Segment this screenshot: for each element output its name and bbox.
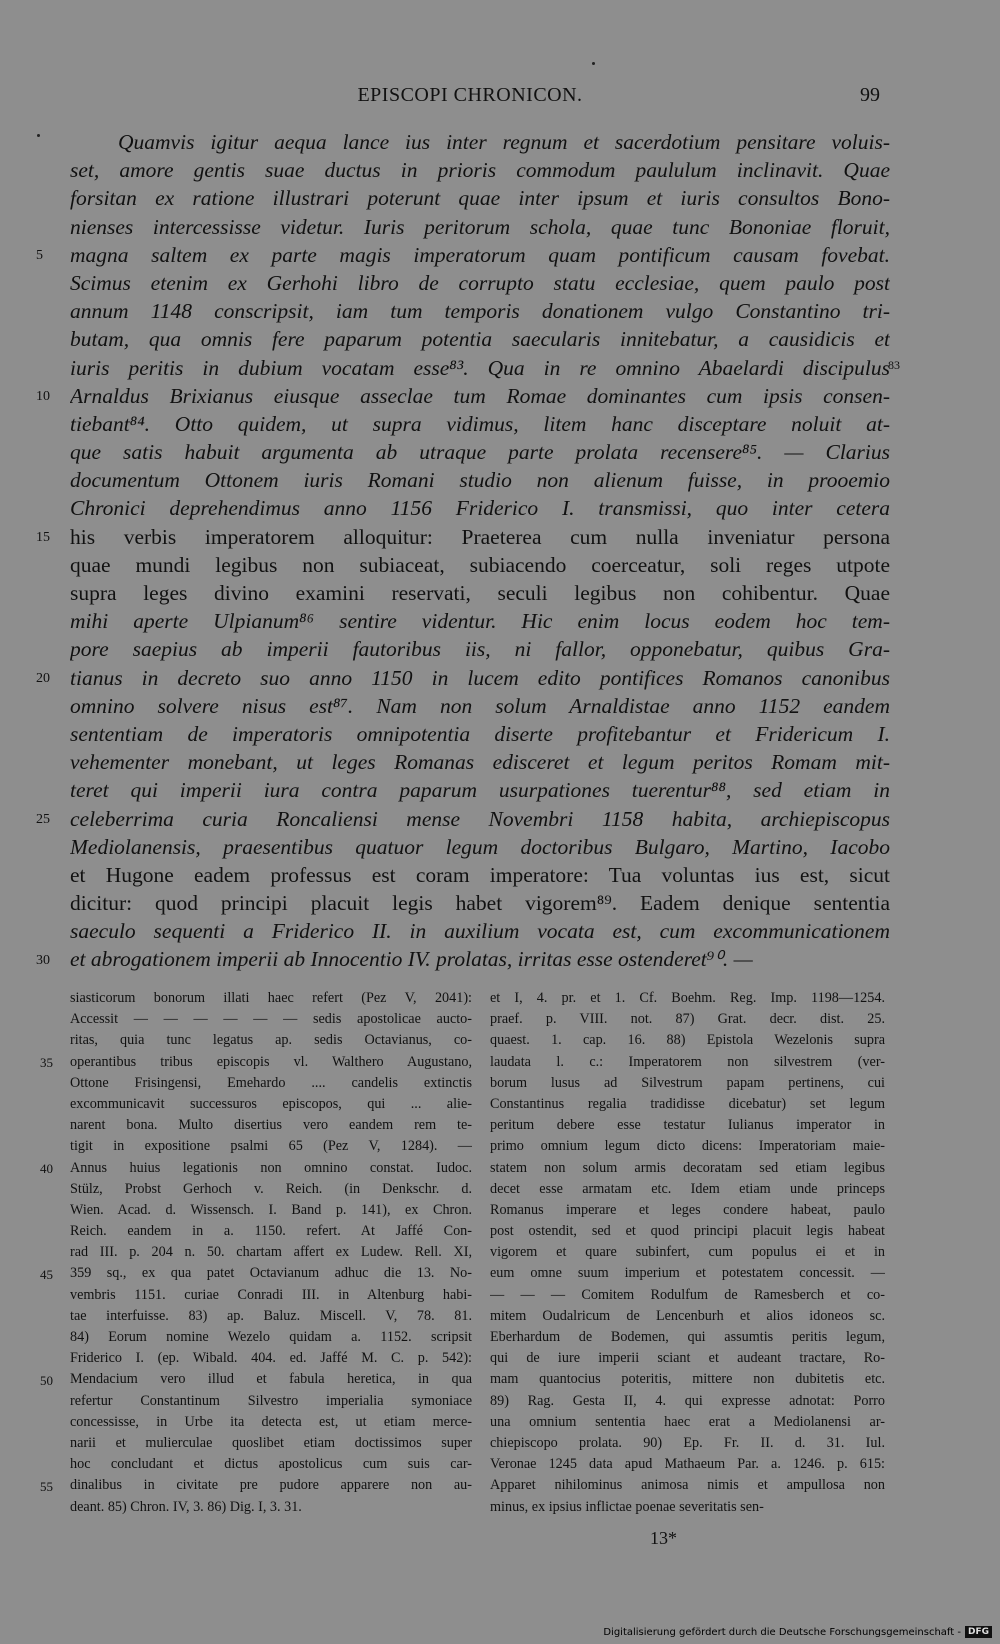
footnote-line: 89) Rag. Gesta II, 4. qui expresse adnotat: Porro [490,1392,885,1409]
footnote-line-number: 45 [40,1266,53,1282]
footnote-line: Wien. Acad. d. Wissensch. I. Band p. 141), ex Chron. [70,1201,472,1218]
footnote-line: qui de iure imperii sciant et audeant tractare, Ro- [490,1350,885,1367]
footnote-line: peritum debere esse testatur Iulianus imperator in [490,1117,885,1134]
text-line: Mediolanensis, praesentibus quatuor legum doctoribus Bulgaro, Martino, Iacobo [70,834,890,859]
text-line: saeculo sequenti a Friderico II. in auxilium vocata est, cum excommunicationem [70,919,890,944]
footnote-line: Eberhardum de Bodemen, qui assumtis peritis legum, [490,1329,885,1345]
footnote-line: hoc concludant et dictus apostolicus cum suis car- [70,1456,472,1473]
running-head: EPISCOPI CHRONICON. [357,84,583,106]
footnote-line: Mendacium vero illud et fabula heretica, in qua [70,1371,472,1388]
line-number: 30 [36,952,50,968]
footnote-line: statem non solum armis decoratam sed etiam legibus [490,1159,885,1176]
text-line: Chronici deprehendimus anno 1156 Friderico I. transmissi, quo inter cetera [70,496,890,521]
margin-note-number: 83 [888,358,900,372]
speck-mark [592,62,595,65]
footnote-line: mitem Oudalricum de Lencenburh et alios idoneos sc. [490,1307,885,1324]
footnote-line: tae interfuisse. 83) ap. Baluz. Miscell. V, 78. 81. [70,1307,472,1324]
text-line: set, amore gentis suae ductus in prioris commodum paululum inclinavit. Quae [70,158,890,183]
footnote-line: 84) Eorum nomine Wezelo quidam a. 1152. scripsit [70,1329,472,1345]
text-line: magna saltem ex parte magis imperatorum quam pontificum causam fovebat. [70,242,890,267]
text-line: omnino solvere nisus est⁸⁷. Nam non solum Arnaldistae anno 1152 eandem [70,693,890,718]
footnote-line: concessisse, in Urbe ita detecta est, ut etiam merce- [70,1413,472,1430]
line-number: 20 [36,670,50,686]
footnote-line-number: 55 [40,1478,53,1494]
footnote-line: laudata l. c.: Imperatorem non silvestrem (ver- [490,1053,885,1070]
text-line: nienses intercessisse videtur. Iuris peritorum schola, quae tunc Bononiae floruit, [70,214,890,239]
text-line: mihi aperte Ulpianum⁸⁶ sentire videntur. Hic enim locus eodem hoc tem- [70,609,890,634]
text-line: et abrogationem imperii ab Innocentio IV. prolatas, irritas esse ostenderet⁹⁰. — [70,947,753,972]
text-line: tianus in decreto suo anno 1150 in lucem edito pontifices Romanos canonibus [70,665,890,690]
credit-text: Digitalisierung gefördert durch die Deutsche Forschungsgemeinschaft - [603,1626,961,1638]
line-number: 5 [36,247,43,263]
footnote-line: quaest. 1. cap. 16. 88) Epistola Wezelonis supra [490,1032,885,1049]
footnote-line: eum omne suum imperium et potestatem concessit. — [490,1265,885,1282]
footnote-line: decet esse armatam etc. Idem etiam unde princeps [490,1180,885,1197]
line-number: 15 [36,529,50,545]
footnote-line-number: 40 [40,1160,53,1176]
footnote-line: et I, 4. pr. et 1. Cf. Boehm. Reg. Imp. 1198—1254. [490,990,885,1006]
footnote-line: Reich. eandem in a. 1150. refert. At Jaffé Con- [70,1223,472,1240]
footnote-line: primo omnium legum dicto dicens: Imperatoriam maie- [490,1138,885,1155]
line-number: 10 [36,388,50,404]
text-line: forsitan ex ratione illustrari poterunt quae inter ipsum et iuris consultos Bono- [70,186,890,211]
footnote-line: narent bona. Multo disertius vero eandem rem te- [70,1117,472,1134]
main-text-block [70,128,890,974]
text-line: butam, qua omnis fere paparum potentia saecularis innitebatur, a causidicis et [70,327,890,352]
text-line: his verbis imperatorem alloquitur: Praeterea cum nulla inveniatur persona [70,524,890,549]
footnote-line: minus, ex ipsius inflictae poenae severitatis sen- [490,1498,764,1515]
footnote-line: post ostendit, sed et quod principi placuit legis habeat [490,1223,885,1240]
footnote-line: praef. p. VIII. not. 87) Grat. decr. dist. 25. [490,1011,885,1028]
footnote-line: chiepiscopo prolata. 90) Ep. Fr. II. d. 31. Iul. [490,1434,885,1451]
footnote-line: excommunicavit successuros episcopos, qui ... alie- [70,1095,472,1112]
text-line: iuris peritis in dubium vocatam esse⁸³. Qua in re omnino Abaelardi discipulus [70,355,890,380]
footnote-line: Accessit — — — — — — sedis apostolicae aucto- [70,1011,472,1028]
text-line: Scimus etenim ex Gerhohi libro de corrupto statu ecclesiae, quem paulo post [70,270,890,295]
footnote-line: ritas, quia tunc legatus ap. sedis Octavianus, co- [70,1032,472,1049]
text-line: pore saepius ab imperii fautoribus iis, ni fallor, opponebatur, quibus Gra- [70,637,890,662]
text-line: supra leges divino examini reservati, seculi legibus non cohibentur. Quae [70,581,890,605]
text-line: documentum Ottonem iuris Romani studio non alienum fuisse, in prooemio [70,468,890,493]
text-line: sententiam de imperatoris omnipotentia diserte profitebantur et Fridericum I. [70,721,890,746]
footnote-line: 359 sq., ex qua patet Octavianum adhuc die 13. No- [70,1265,472,1282]
footnote-line: dinalibus in civitate pre pudore apparere non au- [70,1477,472,1494]
speck-mark [37,134,40,137]
footnote-line: Constantinus regalia tradidisse dicebatur) set legum [490,1095,885,1112]
text-line: tiebant⁸⁴. Otto quidem, ut supra vidimus, litem hanc disceptare noluit at- [70,411,890,436]
footnote-line: vigorem et quare subinfert, cum populus ei et in [490,1244,885,1261]
text-line: Quamvis igitur aequa lance ius inter regnum et sacerdotium pensitare voluis- [118,130,890,154]
text-line: celeberrima curia Roncaliensi mense Novembri 1158 habita, archiepiscopus [70,806,890,831]
footnote-line: tigit in expositione psalmi 65 (Pez V, 1284). — [70,1138,472,1155]
footnote-line: Veronae 1245 data apud Mathaeum Par. a. 1246. p. 615: [490,1456,885,1473]
footnote-line: siasticorum bonorum illati haec refert (Pez V, 2041): [70,990,472,1006]
dfg-logo: DFG [965,1626,992,1638]
footnote-line: refertur Constantinum Silvestro imperialia symoniace [70,1392,472,1409]
page-number: 99 [860,84,880,106]
footnote-line-number: 35 [40,1054,53,1070]
footnote-line: narii et mulierculae quoslibet etiam doctissimos super [70,1434,472,1451]
text-line: teret qui imperii iura contra paparum usurpationes tuerentur⁸⁸, sed etiam in [70,778,890,803]
line-number: 25 [36,811,50,827]
text-line: vehementer monebant, ut leges Romanas edisceret et legum peritos Romam mit- [70,750,890,775]
footnote-line: borum lusus ad Silvestrum papam pertinens, cui [490,1074,885,1091]
footnote-line: Stülz, Probst Gerhoch v. Reich. (in Denkschr. d. [70,1180,472,1197]
text-line: annum 1148 conscripsit, iam tum temporis donationem vulgo Constantino tri- [70,299,890,324]
footnote-line: una omnium sententia haec erat a Mediolanensi ar- [490,1413,885,1430]
text-line: que satis habuit argumenta ab utraque parte prolata recensere⁸⁵. — Clarius [70,440,890,465]
text-line: quae mundi legibus non subiaceat, subiacendo coerceatur, soli reges utpote [70,552,890,577]
signature-mark: 13* [650,1528,677,1548]
text-line: Arnaldus Brixianus eiusque asseclae tum Romae dominantes cum ipsis consen- [70,383,890,408]
footnote-line-number: 50 [40,1372,53,1388]
footnote-line: Ottone Frisingensi, Emehardo .... candelis extinctis [70,1074,472,1091]
footnotes-left-column [70,988,472,1518]
footnotes-right-column [490,988,885,1518]
footnote-line: Apparet nihilominus animosa nimis et ampullosa non [490,1477,885,1494]
footnote-line: mam quantocius poteritis, mittere non dubitetis etc. [490,1371,885,1388]
footnote-line: operantibus tribus episcopis vl. Walthero Augustano, [70,1053,472,1070]
footnote-line: rad III. p. 204 n. 50. chartam affert ex Ludew. Rell. XI, [70,1244,472,1261]
digitization-credit [603,1626,992,1638]
footnote-line: Friderico I. (ep. Wibald. 404. ed. Jaffé M. C. p. 542): [70,1350,472,1367]
text-line: dicitur: quod principi placuit legis habet vigorem⁸⁹. Eadem denique sententia [70,891,890,916]
footnote-line: vembris 1151. curiae Conradi III. in Altenburg habi- [70,1286,472,1303]
footnote-line: Annus huius legationis non omnino constat. Iudoc. [70,1159,472,1176]
footnote-line: — — — Comitem Rodulfum de Ramesberch et co- [490,1286,885,1303]
footnote-line: Romanus imperare et leges condere habeat, paulo [490,1201,885,1218]
footnote-line: deant. 85) Chron. IV, 3. 86) Dig. I, 3. 31. [70,1498,302,1515]
text-line: et Hugone eadem professus est coram imperatore: Tua voluntas ius est, sicut [70,862,890,887]
